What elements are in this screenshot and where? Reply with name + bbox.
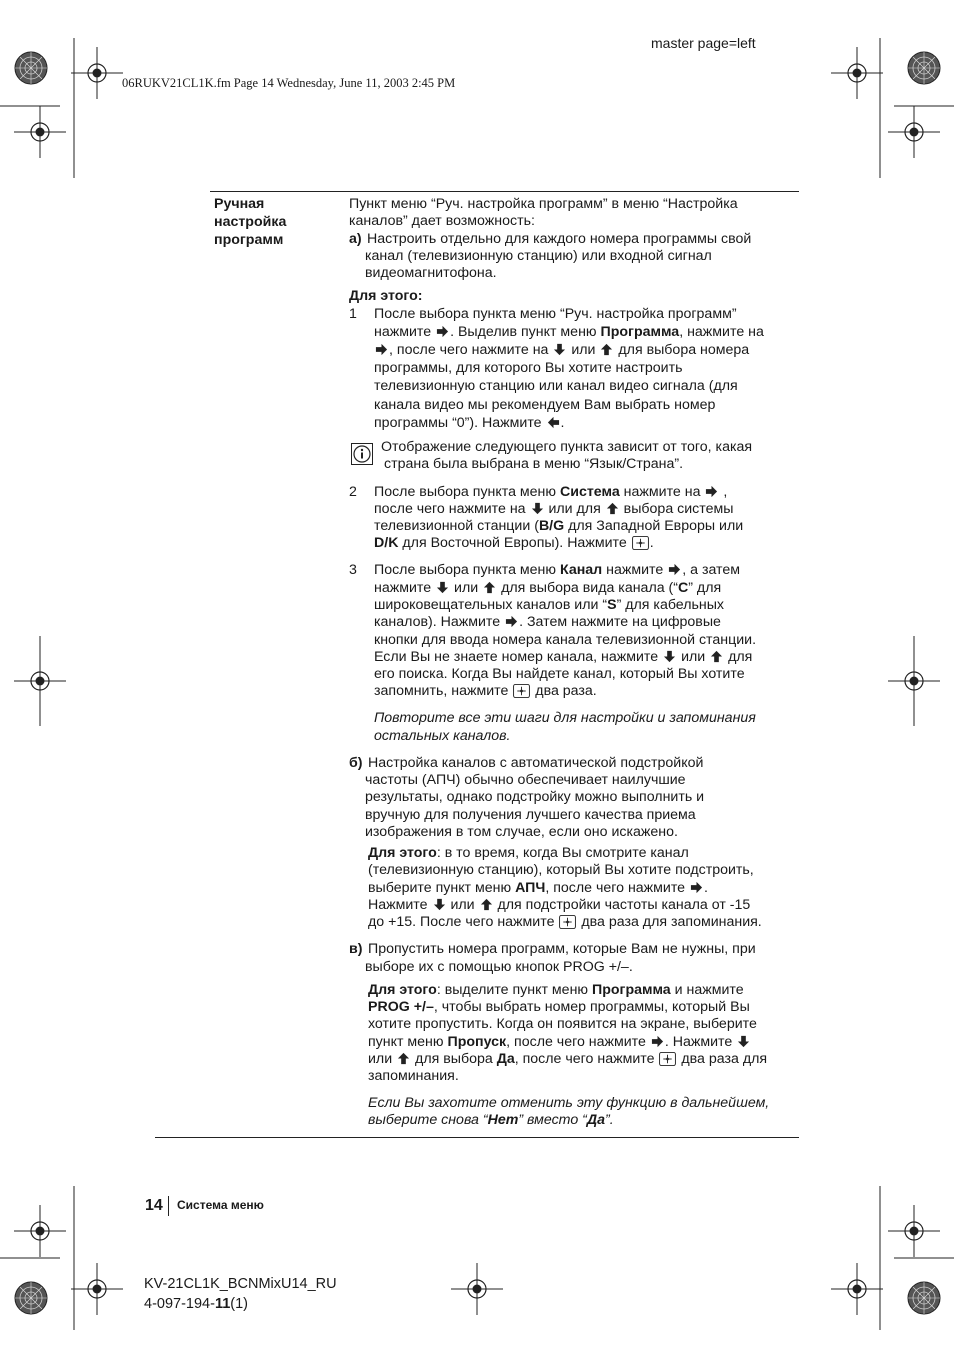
text: нажмите <box>374 580 432 596</box>
intro-line-2: каналов” дает возможность: <box>349 213 535 229</box>
option-no: Нет <box>487 1112 519 1128</box>
step-1-number: 1 <box>349 306 357 322</box>
item-c-label: в) <box>349 941 363 957</box>
arrow-left-icon <box>547 416 560 429</box>
for-this: Для этого <box>368 982 437 998</box>
text: для выбора <box>415 1051 493 1067</box>
footer-code <box>144 1296 248 1313</box>
arrow-up-icon <box>483 581 496 594</box>
system-bg: B/G <box>538 518 565 534</box>
step-1-line-3 <box>374 342 749 359</box>
text: (1) <box>230 1296 249 1312</box>
text: ” для кабельных <box>616 597 725 613</box>
item-c-para-line-6: запоминания. <box>368 1068 459 1084</box>
arrow-up-icon <box>710 650 723 663</box>
text: : выделите пункт меню <box>436 982 589 998</box>
text: два раза для <box>681 1051 768 1067</box>
item-c-para-line-2 <box>368 999 750 1016</box>
text: , после чего нажмите <box>545 880 686 896</box>
item-c-para-line-4 <box>368 1034 751 1051</box>
master-page-label: master page=left <box>651 35 756 51</box>
step-3-line-4 <box>374 614 721 631</box>
text: . <box>704 880 708 896</box>
text: . Выделив пункт меню <box>450 324 597 340</box>
text: выберите снова “ <box>368 1112 488 1128</box>
menu-afc: АПЧ <box>515 880 546 896</box>
menu-channel: Канал <box>560 562 603 578</box>
arrow-down-icon <box>433 898 446 911</box>
menu-system: Система <box>560 484 620 500</box>
intro-line-1: Пункт меню “Руч. настройка программ” в меню “Настройка <box>349 196 738 212</box>
note-line-1: Отображение следующего пункта зависит от того, какая <box>381 439 753 455</box>
option-yes: Да <box>496 1051 515 1067</box>
arrow-right-icon <box>705 485 718 498</box>
text: или <box>681 649 706 665</box>
bottom-rule <box>155 1137 799 1138</box>
item-a-line-3: видеомагнитофона. <box>365 265 497 281</box>
arrow-right-icon <box>375 343 388 356</box>
menu-program: Программа <box>600 324 680 340</box>
item-c-italic-line-1: Если Вы захотите отменить эту функцию в дальнейшем, <box>368 1095 770 1111</box>
page-number: 14 <box>145 1197 163 1214</box>
text: нажмите на <box>623 484 701 500</box>
text: программы “0”). Нажмите <box>374 415 542 431</box>
arrow-down-icon <box>663 650 676 663</box>
text: два раза. <box>535 683 597 699</box>
item-c-italic-line-2 <box>368 1112 614 1129</box>
text: , а затем <box>682 562 741 578</box>
ok-button-icon <box>559 915 576 929</box>
item-b-line-1: Настройка каналов с автоматической подстройкой <box>368 755 704 771</box>
section-heading-line-1: Ручная <box>214 196 265 212</box>
section-heading-line-2: настройка <box>214 214 287 230</box>
info-icon <box>351 443 373 465</box>
text: 4-097-194- <box>144 1296 215 1312</box>
system-dk: D/K <box>374 535 399 551</box>
arrow-right-icon <box>436 325 449 338</box>
text: или для <box>548 501 601 517</box>
text: пункт меню <box>368 1034 444 1050</box>
item-b-line-5: изображения в том случае, если оно искажено. <box>365 824 678 840</box>
arrow-down-icon <box>531 502 544 515</box>
text: После выбора пункта меню <box>374 562 557 578</box>
text: . Нажмите <box>664 1034 733 1050</box>
text: Если Вы не знаете номер канала, нажмите <box>374 649 659 665</box>
menu-program: Программа <box>592 982 671 998</box>
arrow-right-icon <box>651 1035 664 1048</box>
for-this: Для этого <box>368 845 437 861</box>
arrow-right-icon <box>668 563 681 576</box>
menu-skip: Пропуск <box>447 1034 507 1050</box>
text: до +15. После чего нажмите <box>368 914 555 930</box>
item-b-para-line-2: (телевизионную станцию), который Вы хотите подстроить, <box>368 862 754 878</box>
text: для Западной Евроры или <box>568 518 744 534</box>
step-1-line-1: После выбора пункта меню “Руч. настройка программ” <box>374 306 737 322</box>
text: два раза для запоминания. <box>581 914 762 930</box>
arrow-down-icon <box>553 343 566 356</box>
item-b-para-line-1 <box>368 845 689 862</box>
text: для выбора вида канала (“ <box>501 580 678 596</box>
top-rule <box>210 191 799 192</box>
step-3-line-8 <box>374 683 597 700</box>
footer-divider <box>168 1196 169 1216</box>
text: выберите пункт меню <box>368 880 512 896</box>
text: после чего нажмите на <box>374 501 526 517</box>
text: запомнить, нажмите <box>374 683 509 699</box>
repeat-line-2: остальных каналов. <box>374 728 511 744</box>
text: . <box>560 415 565 431</box>
text: или <box>368 1051 393 1067</box>
text: каналов). Нажмите <box>374 614 501 630</box>
arrow-right-icon <box>690 881 703 894</box>
step-3-line-5: кнопки для ввода номера канала телевизионной станции. <box>374 632 757 648</box>
item-a-line-1: Настроить отдельно для каждого номера программы свой <box>367 231 752 247</box>
footer-model: KV-21CL1K_BCNMixU14_RU <box>144 1276 337 1292</box>
item-a-line-2: канал (телевизионную станцию) или входной сигнал <box>365 248 712 264</box>
step-2-line-2 <box>374 501 733 518</box>
step-3-line-6 <box>374 649 752 666</box>
text: для подстройки частоты канала от -15 <box>497 897 751 913</box>
item-c-line-2: выборе их с помощью кнопок PROG +/–. <box>365 959 633 975</box>
ok-button-icon <box>632 536 649 550</box>
text: После выбора пункта меню <box>374 484 557 500</box>
footer-section: Система меню <box>177 1198 264 1212</box>
arrow-right-icon <box>505 615 518 628</box>
item-c-para-line-1 <box>368 982 744 999</box>
text: , <box>723 484 728 500</box>
text: ” вместо “ <box>518 1112 587 1128</box>
text: для выбора номера <box>618 342 750 358</box>
text: или <box>571 342 596 358</box>
text: , после чего нажмите <box>514 1051 655 1067</box>
step-3-line-1 <box>374 562 740 579</box>
section-heading-line-3: программ <box>214 232 284 248</box>
step-2-number: 2 <box>349 484 357 500</box>
item-c-para-line-5 <box>368 1051 767 1068</box>
arrow-down-icon <box>737 1035 750 1048</box>
item-a-label: а) <box>349 231 362 247</box>
option-yes: Да <box>586 1112 606 1128</box>
step-3-line-3 <box>374 597 724 614</box>
step-1-line-6: канала видео мы рекомендуем Вам выбрать номер <box>374 397 716 413</box>
step-1-line-2 <box>374 324 764 341</box>
step-2-line-4 <box>374 535 654 552</box>
step-1-line-5: телевизионную станцию или канал видео сигнала (для <box>374 378 738 394</box>
text: для Восточной Европы). Нажмите <box>402 535 627 551</box>
arrow-up-icon <box>480 898 493 911</box>
text: нажмите <box>606 562 664 578</box>
file-info: 06RUKV21CL1K.fm Page 14 Wednesday, June 11, 2003 2:45 PM <box>122 76 456 90</box>
text: , нажмите на <box>679 324 764 340</box>
step-1-line-4: программы, для которого Вы хотите настроить <box>374 360 683 376</box>
ok-button-icon <box>513 684 530 698</box>
channel-s: S <box>607 597 617 613</box>
text: широковещательных каналов или “ <box>374 597 608 613</box>
item-c-line-1: Пропустить номера программ, которые Вам не нужны, при <box>368 941 756 957</box>
ok-button-icon <box>659 1052 676 1066</box>
text: телевизионной станции ( <box>374 518 539 534</box>
repeat-line-1: Повторите все эти шаги для настройки и запоминания <box>374 710 756 726</box>
item-b-line-2: частоты (АПЧ) обычно обеспечивает наилучшие <box>365 772 686 788</box>
channel-c: C <box>678 580 689 596</box>
item-b-line-3: результаты, однако подстройку можно выполнить и <box>365 789 705 805</box>
step-2-line-3 <box>374 518 743 535</box>
text: и нажмите <box>674 982 744 998</box>
arrow-up-icon <box>606 502 619 515</box>
text: или <box>454 580 479 596</box>
text: . Затем нажмите на цифровые <box>519 614 721 630</box>
note-line-2: страна была выбрана в меню “Язык/Страна”. <box>384 456 684 472</box>
text: , после чего нажмите на <box>389 342 549 358</box>
text: Нажмите <box>368 897 428 913</box>
item-b-label: б) <box>349 755 363 771</box>
prog-key: PROG +/– <box>368 999 434 1015</box>
text: для <box>728 649 753 665</box>
text: ”. <box>605 1112 614 1128</box>
for-this-heading: Для этого: <box>349 288 423 304</box>
text: выбора системы <box>623 501 734 517</box>
step-1-line-7 <box>374 415 564 432</box>
text: ” для <box>688 580 722 596</box>
text: , чтобы выбрать номер программы, который Вы <box>433 999 750 1015</box>
item-b-line-4: вручную для получения лучшего качества приема <box>365 807 696 823</box>
arrow-down-icon <box>436 581 449 594</box>
step-2-line-1 <box>374 484 727 501</box>
item-c-para-line-3: хотите пропустить. Когда он появится на экране, выберите <box>368 1016 757 1032</box>
item-b-para-line-5 <box>368 914 762 931</box>
arrow-up-icon <box>397 1052 410 1065</box>
text: . <box>649 535 654 551</box>
text: нажмите <box>374 324 432 340</box>
step-3-line-2 <box>374 580 721 597</box>
arrow-up-icon <box>600 343 613 356</box>
text: или <box>450 897 475 913</box>
item-b-para-line-4 <box>368 897 750 914</box>
step-3-number: 3 <box>349 562 357 578</box>
step-3-line-7: его поиска. Когда Вы найдете канал, который Вы хотите <box>374 666 745 682</box>
text: , после чего нажмите <box>506 1034 646 1050</box>
text: : в то время, когда Вы смотрите канал <box>436 845 689 861</box>
item-b-para-line-3 <box>368 880 708 897</box>
text: 11 <box>214 1296 231 1312</box>
